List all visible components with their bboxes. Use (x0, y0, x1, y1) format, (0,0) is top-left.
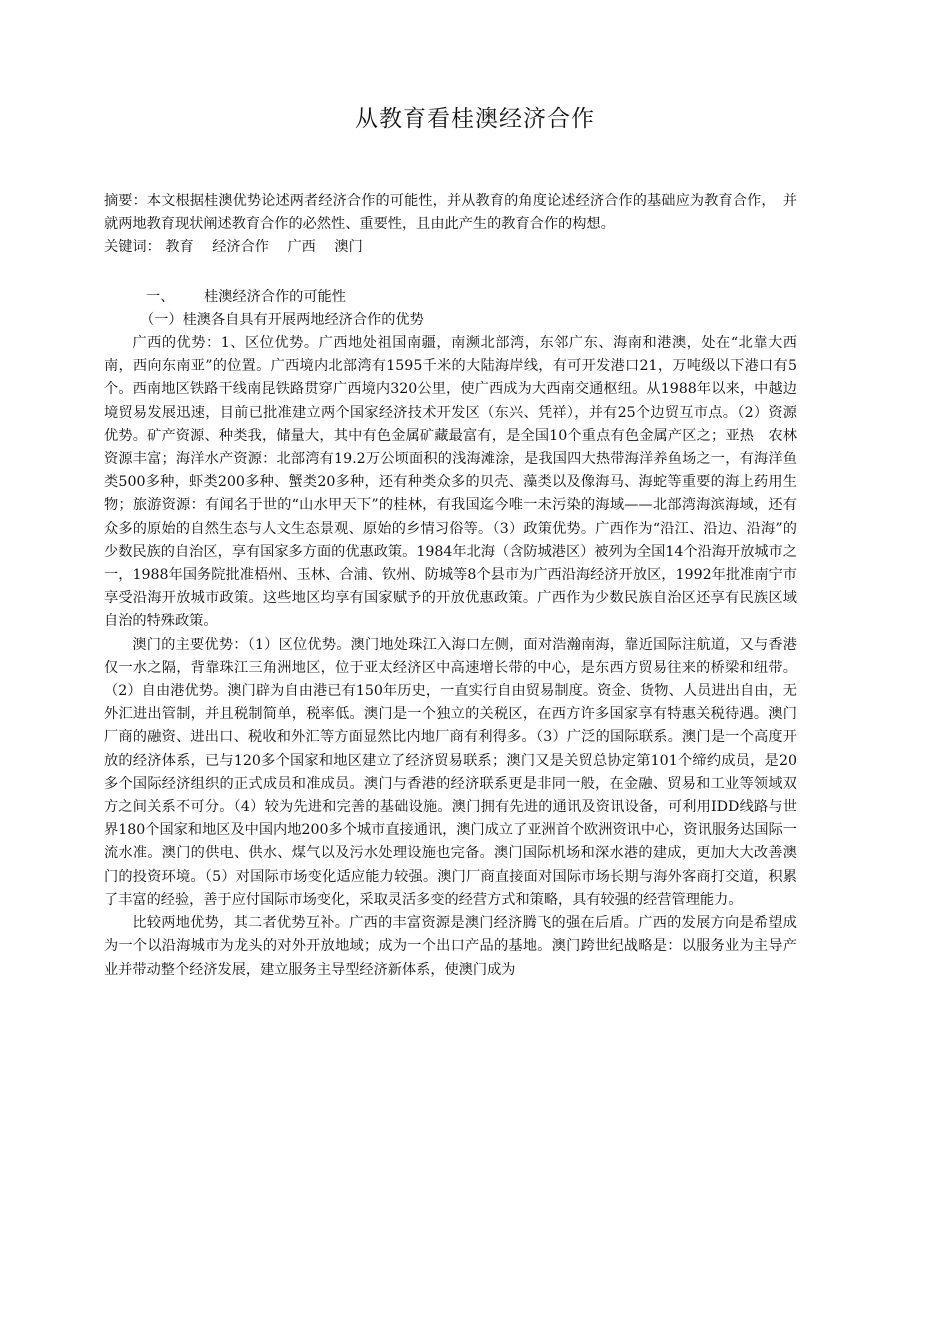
section-number: 一、 (146, 288, 175, 305)
document-body (104, 190, 797, 982)
section-title: 桂澳经济合作的可能性 (204, 288, 346, 305)
keyword: 广西 (287, 239, 316, 256)
subsection-heading: （一）桂澳各自具有开展两地经济合作的优势 (140, 311, 424, 328)
keywords-label: 关键词： (104, 239, 161, 256)
keyword: 经济合作 (212, 239, 269, 256)
keyword: 澳门 (334, 239, 363, 256)
document-title: 从教育看桂澳经济合作 (355, 106, 595, 132)
keyword: 教育 (165, 239, 194, 256)
abstract: 摘要：本文根据桂澳优势论述两者经济合作的可能性，并从教育的角度论述经济合作的基础应为教育合作， 并就两地教育现状阐述教育合作的必然性、重要性，且由此产生的教育合作的构想。 (104, 193, 797, 233)
section-heading (104, 286, 797, 309)
paragraph-guangxi-advantages: 广西的优势：1、区位优势。广西地处祖国南疆，南濒北部湾，东邻广东、海南和港澳，处在“北靠大西南，西向东南亚”的位置。广西境内北部湾有1595千米的大陆海岸线，有可开发港口21，万吨级以下港口有5个。西南地区铁路干线南昆铁路贯穿广西境内320公里，使广西成为大西南交通枢纽。从1988年以来，中越边境贸易发展迅速，目前已批准建立两个国家经济技术开发区（东兴、凭祥），并有25个边贸互市点。（2）资源优势。矿产资源、种类我，储量大，其中有色金属矿藏最富有，是全国10个重点有色金属产区之；亚热 农林资源丰富；海洋水产资源：北部湾有19.2万公顷面积的浅海滩涂，是我国四大热带海洋养鱼场之一，有海洋鱼类500多种，虾类200多种、蟹类20多种，还有种类众多的贝壳、藻类以及像海马、海蛇等重要的海上药用生物；旅游资源：有闻名于世的“山水甲天下”的桂林，有我国迄今唯一未污染的海域——北部湾海滨海域，还有众多的原始的自然生态与人文生态景观、原始的乡情习俗等。（3）政策优势。广西作为“沿江、沿边、沿海”的少数民族的自治区，享有国家多方面的优惠政策。1984年北海（含防城港区）被列为全国14个沿海开放城市之一，1988年国务院批准梧州、玉林、合浦、钦州、防城等8个县市为广西沿海经济开放区，1992年批准南宁市享受沿海开放城市政策。这些地区均享有国家赋予的开放优惠政策。广西作为少数民族自治区还享有民族区域自治的特殊政策。 (104, 335, 797, 630)
paragraph-comparison: 比较两地优势，其二者优势互补。广西的丰富资源是澳门经济腾飞的强在后盾。广西的发展方向是希望成为一个以沿海城市为龙头的对外开放地域；成为一个出口产品的基地。澳门跨世纪战略是：以服务业为主导产业并带动整个经济发展，建立服务主导型经济新体系，使澳门成为 (104, 915, 797, 978)
paragraph-macau-advantages: 澳门的主要优势：（1）区位优势。澳门地处珠江入海口左侧，面对浩瀚南海，靠近国际注航道，又与香港仅一水之隔，背靠珠江三角洲地区，位于亚太经济区中高速增长带的中心，是东西方贸易往来的桥梁和纽带。（2）自由港优势。澳门辟为自由港已有150年历史，一直实行自由贸易制度。资金、货物、人员进出自由，无外汇进出管制，并且税制简单，税率低。澳门是一个独立的关税区，在西方许多国家享有特惠关税待遇。澳门厂商的融资、进出口、税收和外汇等方面显然比内地厂商有利得多。（3）广泛的国际联系。澳门是一个高度开放的经济体系，已与120多个国家和地区建立了经济贸易联系；澳门又是关贸总协定第101个缔约成员，是20多个国际经济组织的正式成员和准成员。澳门与香港的经济联系更是非同一般，在金融、贸易和工业等领域双方之间关系不可分。（4）较为先进和完善的基础设施。澳门拥有先进的通讯及资讯设备，可利用IDD线路与世界180个国家和地区及中国内地200多个城市直接通讯，澳门成立了亚洲首个欧洲资讯中心，资讯服务达国际一流水准。澳门的供电、供水、煤气以及污水处理设施也完备。澳门国际机场和深水港的建成，更加大大改善澳门的投资环境。（5）对国际市场变化适应能力较强。澳门厂商直接面对国际市场长期与海外客商打交道，积累了丰富的经验，善于应付国际市场变化，采取灵活多变的经营方式和策略，具有较强的经营管理能力。 (104, 636, 797, 908)
keywords-line (104, 236, 797, 259)
